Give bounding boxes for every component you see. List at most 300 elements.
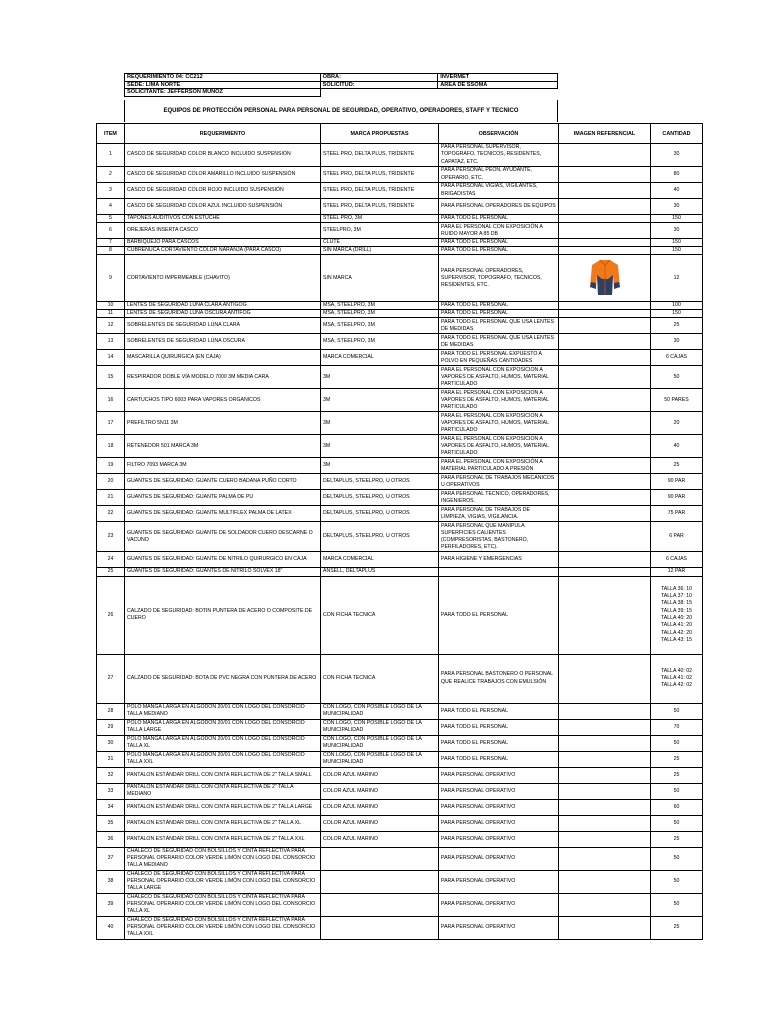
marca-cell: STEELPRO, 3M bbox=[321, 223, 439, 239]
item-number: 21 bbox=[97, 490, 125, 506]
marca-cell: COLOR AZUL MARINO bbox=[321, 815, 439, 831]
table-row bbox=[97, 847, 703, 870]
table-row bbox=[97, 576, 703, 654]
table-row bbox=[97, 389, 703, 412]
imagen-cell bbox=[559, 490, 651, 506]
requerimiento-cell: POLO MANGA LARGA EN ALGODÓN 20/01 CON LOGO DEL CONSORCIO TALLA MEDIANO bbox=[125, 703, 321, 719]
requerimiento-cell: SOBRELENTES DE SEGURIDAD LUNA CLARA bbox=[125, 318, 321, 334]
cantidad-cell: 25 bbox=[651, 916, 703, 939]
col-header-marca: MARCA PROPUESTAS bbox=[321, 124, 439, 144]
cantidad-cell: 150 bbox=[651, 247, 703, 255]
item-number: 5 bbox=[97, 215, 125, 223]
table-row bbox=[97, 751, 703, 767]
requerimiento-cell: CALZADO DE SEGURIDAD: BOTA DE PVC NEGRA CON PUNTERA DE ACERO bbox=[125, 654, 321, 703]
observacion-cell: PARA TODO EL PERSONAL bbox=[439, 751, 559, 767]
marca-cell: MSA, STEELPRO, 3M bbox=[321, 310, 439, 318]
size-quantity: TALLA 42: 20 bbox=[660, 629, 693, 636]
cantidad-cell: 50 bbox=[651, 735, 703, 751]
requerimiento-cell: BARBIQUEJO PARA CASCOS bbox=[125, 239, 321, 247]
requerimiento-cell: PANTALON ESTÁNDAR DRILL CON CINTA REFLECTIVA DE 2" TALLA LARGE bbox=[125, 799, 321, 815]
imagen-cell bbox=[559, 767, 651, 783]
epp-table bbox=[96, 123, 703, 940]
table-row bbox=[97, 893, 703, 916]
observacion-cell: PARA PERSONAL QUE MANIPULA SUPERFICIES CALIENTES (COMPRESORISTAS, BASTONERO, PERFILADORES, ETC). bbox=[439, 522, 559, 552]
imagen-cell bbox=[559, 350, 651, 366]
size-quantity: TALLA 38: 15 bbox=[660, 600, 693, 607]
observacion-cell: PARA TODO EL PERSONAL bbox=[439, 735, 559, 751]
empty-cell bbox=[320, 89, 438, 97]
observacion-cell: PARA PERSONAL DE TRABAJOS DE LIMPIEZA, VIGIAS, VIGILANCIA. bbox=[439, 506, 559, 522]
item-number: 32 bbox=[97, 767, 125, 783]
cantidad-cell: 150 bbox=[651, 310, 703, 318]
requerimiento-cell: GUANTES DE SEGURIDAD: GUANTE DE NITRILO QUIRURGICO EN CAJA bbox=[125, 552, 321, 568]
table-row bbox=[97, 435, 703, 458]
table-row bbox=[97, 366, 703, 389]
cantidad-cell: 20 bbox=[651, 412, 703, 435]
item-number: 19 bbox=[97, 458, 125, 474]
table-row bbox=[97, 654, 703, 703]
cantidad-cell: 40 bbox=[651, 183, 703, 199]
imagen-cell bbox=[559, 870, 651, 893]
requerimiento-cell: LENTES DE SEGURIDAD LUNA OSCURA ANTIFOG bbox=[125, 310, 321, 318]
size-quantity: TALLA 42: 02 bbox=[660, 682, 693, 689]
observacion-cell: PARA TODO EL PERSONAL bbox=[439, 239, 559, 247]
observacion-cell: PARA EL PERSONAL CON EXPOSICION A VAPORES DE ASFALTO, HUMOS, MATERIAL PARTICULADO bbox=[439, 412, 559, 435]
imagen-cell bbox=[559, 506, 651, 522]
cantidad-cell: 25 bbox=[651, 767, 703, 783]
observacion-cell: PARA PERSONAL OPERADORES DE EQUIPOS bbox=[439, 199, 559, 215]
observacion-cell: PARA PERSONAL OPERATIVO bbox=[439, 799, 559, 815]
solicitud-value: AREA DE SSOMA bbox=[438, 81, 558, 89]
imagen-cell bbox=[559, 223, 651, 239]
observacion-cell: PARA TODO EL PERSONAL bbox=[439, 247, 559, 255]
marca-cell: 3M bbox=[321, 366, 439, 389]
cantidad-cell: 30 bbox=[651, 334, 703, 350]
marca-cell: DELTAPLUS, STEELPRO, U OTROS bbox=[321, 506, 439, 522]
marca-cell: STEEL PRO, DELTA PLUS, TRIDENTE bbox=[321, 199, 439, 215]
item-number: 33 bbox=[97, 783, 125, 799]
observacion-cell: PARA PERSONAL OPERATIVO bbox=[439, 870, 559, 893]
item-number: 28 bbox=[97, 703, 125, 719]
imagen-cell bbox=[559, 847, 651, 870]
marca-cell: COLOR AZUL MARINO bbox=[321, 783, 439, 799]
marca-cell: COLOR AZUL MARINO bbox=[321, 767, 439, 783]
table-row bbox=[97, 458, 703, 474]
marca-cell: MSA, STEELPRO, 3M bbox=[321, 302, 439, 310]
requerimiento-cell: LENTES DE SEGURIDAD LUNA CLARA ANTIGOG bbox=[125, 302, 321, 310]
table-row bbox=[97, 239, 703, 247]
marca-cell: MARCA COMERCIAL bbox=[321, 350, 439, 366]
item-number: 16 bbox=[97, 389, 125, 412]
requerimiento-cell: SOBRELENTES DE SEGURIDAD LUNA OSCURA bbox=[125, 334, 321, 350]
table-row bbox=[97, 831, 703, 847]
item-number: 4 bbox=[97, 199, 125, 215]
imagen-cell bbox=[559, 318, 651, 334]
observacion-cell: PARA PERSONAL BASTONERO O PERSONAL QUE REALICE TRABAJOS CON EMULSIÓN bbox=[439, 654, 559, 703]
table-row bbox=[97, 167, 703, 183]
table-row bbox=[97, 703, 703, 719]
cantidad-cell: 50 PARES bbox=[651, 389, 703, 412]
observacion-cell: PARA TODO EL PERSONAL bbox=[439, 719, 559, 735]
size-quantity: TALLA 40: 20 bbox=[660, 615, 693, 622]
table-row bbox=[97, 334, 703, 350]
item-number: 8 bbox=[97, 247, 125, 255]
requerimiento-cell: CALZADO DE SEGURIDAD: BOTIN PUNTERA DE ACERO O COMPOSITE DE CUERO bbox=[125, 576, 321, 654]
cantidad-cell: 50 bbox=[651, 783, 703, 799]
requerimiento-cell: CASCO DE SEGURIDAD COLOR BLANCO INCLUIDO SUSPENSIÓN bbox=[125, 144, 321, 167]
imagen-cell bbox=[559, 893, 651, 916]
marca-cell: ANSELL, DELTAPLUS bbox=[321, 568, 439, 576]
imagen-cell bbox=[559, 412, 651, 435]
cantidad-cell: 100 bbox=[651, 302, 703, 310]
imagen-cell bbox=[559, 247, 651, 255]
marca-cell: CON LOGO, CON POSIBLE LOGO DE LA MUNICIPALIDAD bbox=[321, 735, 439, 751]
imagen-cell bbox=[559, 783, 651, 799]
requerimiento-cell: PANTALON ESTÁNDAR DRILL CON CINTA REFLECTIVA DE 2" TALLA XXL bbox=[125, 831, 321, 847]
cantidad-cell: 30 bbox=[651, 199, 703, 215]
observacion-cell: PARA PERSONAL OPERATIVO bbox=[439, 847, 559, 870]
observacion-cell: PARA EL PERSONAL CON EXPOSICIÓN A MATERIAL PARTICULADO A PRESIÓN bbox=[439, 458, 559, 474]
col-header-observacion: OBSERVACIÓN bbox=[439, 124, 559, 144]
item-number: 29 bbox=[97, 719, 125, 735]
imagen-cell bbox=[559, 144, 651, 167]
requerimiento-code: REQUERIMIENTO 04: CC212 bbox=[125, 74, 321, 82]
item-number: 14 bbox=[97, 350, 125, 366]
observacion-cell: PARA PERSONAL DE TRABAJOS MECÁNICOS U OPERATIVOS bbox=[439, 474, 559, 490]
imagen-cell bbox=[559, 735, 651, 751]
observacion-cell: PARA TODO EL PERSONAL bbox=[439, 703, 559, 719]
cantidad-cell: 25 bbox=[651, 458, 703, 474]
imagen-cell bbox=[559, 183, 651, 199]
table-row bbox=[97, 506, 703, 522]
observacion-cell: PARA PERSONAL OPERATIVO bbox=[439, 893, 559, 916]
imagen-cell bbox=[559, 239, 651, 247]
marca-cell: STEEL PRO, DELTA PLUS, TRIDENTE bbox=[321, 144, 439, 167]
cantidad-cell: 90 PAR bbox=[651, 474, 703, 490]
item-number: 15 bbox=[97, 366, 125, 389]
item-number: 11 bbox=[97, 310, 125, 318]
size-quantity: TALLA 39: 15 bbox=[660, 607, 693, 614]
marca-cell: CON LOGO, CON POSIBLE LOGO DE LA MUNICIPALIDAD bbox=[321, 751, 439, 767]
requerimiento-cell: CASCO DE SEGURIDAD COLOR ROJO INCLUIDO SUSPENSIÓN bbox=[125, 183, 321, 199]
item-number: 39 bbox=[97, 893, 125, 916]
item-number: 31 bbox=[97, 751, 125, 767]
item-number: 6 bbox=[97, 223, 125, 239]
imagen-cell bbox=[559, 831, 651, 847]
requerimiento-cell: CORTAVIENTO IMPERMEABLE (CHAVITO) bbox=[125, 255, 321, 302]
cantidad-cell: 30 bbox=[651, 144, 703, 167]
table-header-row bbox=[97, 124, 703, 144]
imagen-cell bbox=[559, 751, 651, 767]
imagen-cell bbox=[559, 654, 651, 703]
observacion-cell: PARA EL PERSONAL CON EXPOSICION A VAPORES DE ASFALTO, HUMOS, MATERIAL PARTICULADO bbox=[439, 389, 559, 412]
requerimiento-cell: MASCARILLA QUIRURGICA (EN CAJA) bbox=[125, 350, 321, 366]
table-row bbox=[97, 522, 703, 552]
table-row bbox=[97, 552, 703, 568]
item-number: 10 bbox=[97, 302, 125, 310]
imagen-cell bbox=[559, 215, 651, 223]
cantidad-cell: 50 bbox=[651, 703, 703, 719]
imagen-cell bbox=[559, 435, 651, 458]
observacion-cell: PARA EL PERSONAL CON EXPOSICIÓN A RUIDO MAYOR A 85 DB bbox=[439, 223, 559, 239]
cantidad-cell bbox=[651, 654, 703, 703]
size-quantity: TALLA 41: 20 bbox=[660, 622, 693, 629]
imagen-cell bbox=[559, 799, 651, 815]
cantidad-cell: 50 bbox=[651, 847, 703, 870]
table-row bbox=[97, 183, 703, 199]
table-row bbox=[97, 870, 703, 893]
observacion-cell bbox=[439, 568, 559, 576]
imagen-cell bbox=[559, 815, 651, 831]
cantidad-cell: 6 CAJAS bbox=[651, 552, 703, 568]
cantidad-cell: 50 bbox=[651, 366, 703, 389]
marca-cell: DELTAPLUS, STEELPRO, U OTROS bbox=[321, 474, 439, 490]
size-quantity: TALLA 43: 15 bbox=[660, 636, 693, 643]
cantidad-cell bbox=[651, 576, 703, 654]
item-number: 34 bbox=[97, 799, 125, 815]
imagen-cell bbox=[559, 302, 651, 310]
cantidad-cell: 80 bbox=[651, 167, 703, 183]
marca-cell: STEEL PRO, DELTA PLUS, TRIDENTE bbox=[321, 183, 439, 199]
observacion-cell: PARA PERSONAL OPERATIVO bbox=[439, 831, 559, 847]
item-number: 25 bbox=[97, 568, 125, 576]
table-row bbox=[97, 767, 703, 783]
imagen-cell bbox=[559, 719, 651, 735]
cantidad-cell: 6 CAJAS bbox=[651, 350, 703, 366]
size-quantity: TALLA 37: 10 bbox=[660, 593, 693, 600]
obra-value: INVERMET bbox=[438, 74, 558, 82]
item-number: 22 bbox=[97, 506, 125, 522]
imagen-cell bbox=[559, 310, 651, 318]
windbreaker-jacket-icon bbox=[588, 257, 622, 297]
requerimiento-cell: CHALECO DE SEGURIDAD CON BOLSILLOS Y CINTA REFLECTIVA PARA PERSONAL OPERARIO COLOR VERDE LIMÓN CON LOGO DEL CONSORCIO TALLA XXL bbox=[125, 916, 321, 939]
table-row bbox=[97, 799, 703, 815]
table-row bbox=[97, 719, 703, 735]
empty-cell bbox=[438, 89, 558, 97]
table-row bbox=[97, 215, 703, 223]
requerimiento-cell: RETENEDOR 501 MARCA 3M bbox=[125, 435, 321, 458]
col-header-imagen: IMAGEN REFERENCIAL bbox=[559, 124, 651, 144]
requerimiento-cell: CHALECO DE SEGURIDAD CON BOLSILLOS Y CINTA REFLECTIVA PARA PERSONAL OPERARIO COLOR VERDE LIMÓN CON LOGO DEL CONSORCIO TALLA MEDIANO bbox=[125, 847, 321, 870]
marca-cell bbox=[321, 870, 439, 893]
item-number: 40 bbox=[97, 916, 125, 939]
observacion-cell: PARA PERSONAL OPERADORES, SUPERVISOR, TOPOGRAFO, TECNICOS, RESIDENTES, ETC. bbox=[439, 255, 559, 302]
observacion-cell: PARA HIGIENE Y EMERGENCIAS bbox=[439, 552, 559, 568]
imagen-cell bbox=[559, 255, 651, 302]
requerimiento-cell: PANTALON ESTÁNDAR DRILL CON CINTA REFLECTIVA DE 2" TALLA SMALL bbox=[125, 767, 321, 783]
item-number: 27 bbox=[97, 654, 125, 703]
imagen-cell bbox=[559, 474, 651, 490]
cantidad-cell: 25 bbox=[651, 318, 703, 334]
requerimiento-cell: PANTALON ESTÁNDAR DRILL CON CINTA REFLECTIVA DE 2" TALLA XL bbox=[125, 815, 321, 831]
marca-cell: CON LOGO, CON POSIBLE LOGO DE LA MUNICIPALIDAD bbox=[321, 719, 439, 735]
marca-cell: SIN MARCA (DRILL) bbox=[321, 247, 439, 255]
imagen-cell bbox=[559, 576, 651, 654]
item-number: 38 bbox=[97, 870, 125, 893]
cantidad-cell: 75 PAR bbox=[651, 506, 703, 522]
cantidad-cell: 12 bbox=[651, 255, 703, 302]
size-quantity: TALLA 40: 02 bbox=[660, 667, 693, 674]
item-number: 13 bbox=[97, 334, 125, 350]
item-number: 20 bbox=[97, 474, 125, 490]
table-row bbox=[97, 223, 703, 239]
item-number: 2 bbox=[97, 167, 125, 183]
cantidad-cell: 12 PAR bbox=[651, 568, 703, 576]
table-row bbox=[97, 916, 703, 939]
item-number: 26 bbox=[97, 576, 125, 654]
requerimiento-cell: GUANTES DE SEGURIDAD: GUANTE PALMA DE PU bbox=[125, 490, 321, 506]
table-row bbox=[97, 735, 703, 751]
requerimiento-cell: GUANTES DE SEGURIDAD: GUANTE CUERO BADANA PUÑO CORTO bbox=[125, 474, 321, 490]
item-number: 9 bbox=[97, 255, 125, 302]
requerimiento-cell: POLO MANGA LARGA EN ALGODÓN 20/01 CON LOGO DEL CONSORCIO TALLA LARGE bbox=[125, 719, 321, 735]
solicitud-label: SOLICITUD: bbox=[320, 81, 438, 89]
table-row bbox=[97, 568, 703, 576]
requerimiento-cell: GUANTES DE SEGURIDAD: GUANTE MULTIFLEX PALMA DE LATEX bbox=[125, 506, 321, 522]
imagen-cell bbox=[559, 334, 651, 350]
item-number: 3 bbox=[97, 183, 125, 199]
cantidad-cell: 150 bbox=[651, 215, 703, 223]
marca-cell: SIN MARCA bbox=[321, 255, 439, 302]
imagen-cell bbox=[559, 916, 651, 939]
marca-cell: 3M bbox=[321, 389, 439, 412]
cantidad-cell: 25 bbox=[651, 831, 703, 847]
table-row bbox=[97, 144, 703, 167]
marca-cell: COLOR AZUL MARINO bbox=[321, 799, 439, 815]
item-number: 30 bbox=[97, 735, 125, 751]
cantidad-cell: 150 bbox=[651, 239, 703, 247]
item-number: 1 bbox=[97, 144, 125, 167]
cantidad-cell: 90 PAR bbox=[651, 490, 703, 506]
requerimiento-cell: FILTRO 7093 MARCA 3M bbox=[125, 458, 321, 474]
table-row bbox=[97, 318, 703, 334]
col-header-item: ITEM bbox=[97, 124, 125, 144]
imagen-cell bbox=[559, 199, 651, 215]
imagen-cell bbox=[559, 389, 651, 412]
requerimiento-cell: TAPONES AUDITIVOS CON ESTUCHE bbox=[125, 215, 321, 223]
requerimiento-cell: GUANTES DE SEGURIDAD: GUANTE DE SOLDADOR CUERO DESCARNE O VACUNO bbox=[125, 522, 321, 552]
requerimiento-cell: CHALECO DE SEGURIDAD CON BOLSILLOS Y CINTA REFLECTIVA PARA PERSONAL OPERARIO COLOR VERDE LIMÓN CON LOGO DEL CONSORCIO TALLA LARGE bbox=[125, 870, 321, 893]
observacion-cell: PARA PERSONAL OPERATIVO bbox=[439, 815, 559, 831]
imagen-cell bbox=[559, 552, 651, 568]
observacion-cell: PARA PERSONAL SUPERVISOR, TOPOGRAFO, TECNICOS, RESIDENTES, CAPATAZ, ETC. bbox=[439, 144, 559, 167]
imagen-cell bbox=[559, 167, 651, 183]
cantidad-cell: 30 bbox=[651, 223, 703, 239]
obra-label: OBRA: bbox=[320, 74, 438, 82]
marca-cell: STEEL PRO, DELTA PLUS, TRIDENTE bbox=[321, 167, 439, 183]
marca-cell: 3M bbox=[321, 435, 439, 458]
table-row bbox=[97, 412, 703, 435]
table-row bbox=[97, 490, 703, 506]
table-row bbox=[97, 302, 703, 310]
observacion-cell: PARA PERSONAL PEON, AYUDANTE, OPERARIO, ETC. bbox=[439, 167, 559, 183]
item-number: 36 bbox=[97, 831, 125, 847]
sheet-title: EQUIPOS DE PROTECCIÓN PERSONAL PARA PERSONAL DE SEGURIDAD, OPERATIVO, OPERADORES, STAFF Y TECNICO bbox=[124, 100, 558, 122]
marca-cell: COLOR AZUL MARINO bbox=[321, 831, 439, 847]
requerimiento-cell: PREFILTRO 5N11 3M bbox=[125, 412, 321, 435]
observacion-cell: PARA TODO EL PERSONAL bbox=[439, 576, 559, 654]
marca-cell: CLUTE bbox=[321, 239, 439, 247]
observacion-cell: PARA EL PERSONAL CON EXPOSICION A VAPORES DE ASFALTO, HUMOS, MATERIAL PARTICULADO bbox=[439, 435, 559, 458]
observacion-cell: PARA EL PERSONAL CON EXPOSICION A VAPORES DE ASFALTO, HUMOS, MATERIAL PARTICULADO bbox=[439, 366, 559, 389]
imagen-cell bbox=[559, 703, 651, 719]
item-number: 17 bbox=[97, 412, 125, 435]
marca-cell bbox=[321, 916, 439, 939]
observacion-cell: PARA PERSONAL OPERATIVO bbox=[439, 767, 559, 783]
item-number: 24 bbox=[97, 552, 125, 568]
requerimiento-cell: CHALECO DE SEGURIDAD CON BOLSILLOS Y CINTA REFLECTIVA PARA PERSONAL OPERARIO COLOR VERDE LIMÓN CON LOGO DEL CONSORCIO TALLA XL bbox=[125, 893, 321, 916]
requerimiento-cell: PANTALON ESTÁNDAR DRILL CON CINTA REFLECTIVA DE 2" TALLA MEDIANO bbox=[125, 783, 321, 799]
request-header bbox=[124, 73, 558, 97]
requerimiento-cell: CUBRENUCA CORTAVIENTO COLOR NARANJA (PARA CASCO) bbox=[125, 247, 321, 255]
marca-cell: CON FICHA TECNICA bbox=[321, 576, 439, 654]
cantidad-cell: 50 bbox=[651, 870, 703, 893]
imagen-cell bbox=[559, 568, 651, 576]
imagen-cell bbox=[559, 522, 651, 552]
table-row bbox=[97, 783, 703, 799]
item-number: 35 bbox=[97, 815, 125, 831]
observacion-cell: PARA TODO EL PERSONAL QUE USA LENTES DE MEDIDAS bbox=[439, 318, 559, 334]
item-number: 23 bbox=[97, 522, 125, 552]
observacion-cell: PARA TODO EL PERSONAL bbox=[439, 215, 559, 223]
marca-cell: MARCA COMERCIAL bbox=[321, 552, 439, 568]
observacion-cell: PARA TODO EL PERSONAL bbox=[439, 302, 559, 310]
requerimiento-cell: GUANTES DE SEGURIDAD: GUANTES DE NITRILO SOLVEX 18" bbox=[125, 568, 321, 576]
item-number: 18 bbox=[97, 435, 125, 458]
marca-cell: DELTAPLUS, STEELPRO, U OTROS bbox=[321, 490, 439, 506]
requerimiento-cell: CASCO DE SEGURIDAD COLOR AZUL INCLUIDO SUSPENSIÓN bbox=[125, 199, 321, 215]
imagen-cell bbox=[559, 366, 651, 389]
col-header-requerimiento: REQUERIMIENTO bbox=[125, 124, 321, 144]
cantidad-cell: 60 bbox=[651, 799, 703, 815]
cantidad-cell: 50 bbox=[651, 893, 703, 916]
table-row bbox=[97, 474, 703, 490]
item-number: 7 bbox=[97, 239, 125, 247]
marca-cell: 3M bbox=[321, 458, 439, 474]
table-row bbox=[97, 247, 703, 255]
marca-cell: CON LOGO, CON POSIBLE LOGO DE LA MUNICIPALIDAD bbox=[321, 703, 439, 719]
col-header-cantidad: CANTIDAD bbox=[651, 124, 703, 144]
marca-cell bbox=[321, 893, 439, 916]
item-number: 12 bbox=[97, 318, 125, 334]
observacion-cell: PARA TODO EL PERSONAL QUE USA LENTES DE MEDIDAS bbox=[439, 334, 559, 350]
size-quantity: TALLA 41: 02 bbox=[660, 674, 693, 681]
size-quantity: TALLA 36: 10 bbox=[660, 585, 693, 592]
table-row bbox=[97, 815, 703, 831]
observacion-cell: PARA PERSONAL TECNICO, OPERADORES, INGENIEROS. bbox=[439, 490, 559, 506]
requerimiento-cell: RESPIRADOR DOBLE VÍA MODELO 7000 3M MEDIA CARA bbox=[125, 366, 321, 389]
table-row bbox=[97, 310, 703, 318]
marca-cell: MSA, STEELPRO, 3M bbox=[321, 334, 439, 350]
marca-cell: CON FICHA TECNICA bbox=[321, 654, 439, 703]
marca-cell bbox=[321, 847, 439, 870]
cantidad-cell: 50 bbox=[651, 815, 703, 831]
table-row bbox=[97, 199, 703, 215]
requerimiento-cell: OREJERAS INSERTA CASCO bbox=[125, 223, 321, 239]
cantidad-cell: 70 bbox=[651, 719, 703, 735]
marca-cell: STEEL PRO, 3M bbox=[321, 215, 439, 223]
observacion-cell: PARA PERSONAL OPERATIVO bbox=[439, 783, 559, 799]
table-row bbox=[97, 255, 703, 302]
solicitante: SOLICITANTE: JEFFERSON MUÑOZ bbox=[125, 89, 321, 97]
observacion-cell: PARA TODO EL PERSONAL bbox=[439, 310, 559, 318]
item-number: 37 bbox=[97, 847, 125, 870]
cantidad-cell: 40 bbox=[651, 435, 703, 458]
requerimiento-cell: POLO MANGA LARGA EN ALGODÓN 20/01 CON LOGO DEL CONSORCIO TALLA XL bbox=[125, 735, 321, 751]
sede: SEDE: LIMA NORTE bbox=[125, 81, 321, 89]
observacion-cell: PARA PERSONAL VIGIAS, VIGILANTES, BRIGADISTAS bbox=[439, 183, 559, 199]
observacion-cell: PARA PERSONAL OPERATIVO bbox=[439, 916, 559, 939]
